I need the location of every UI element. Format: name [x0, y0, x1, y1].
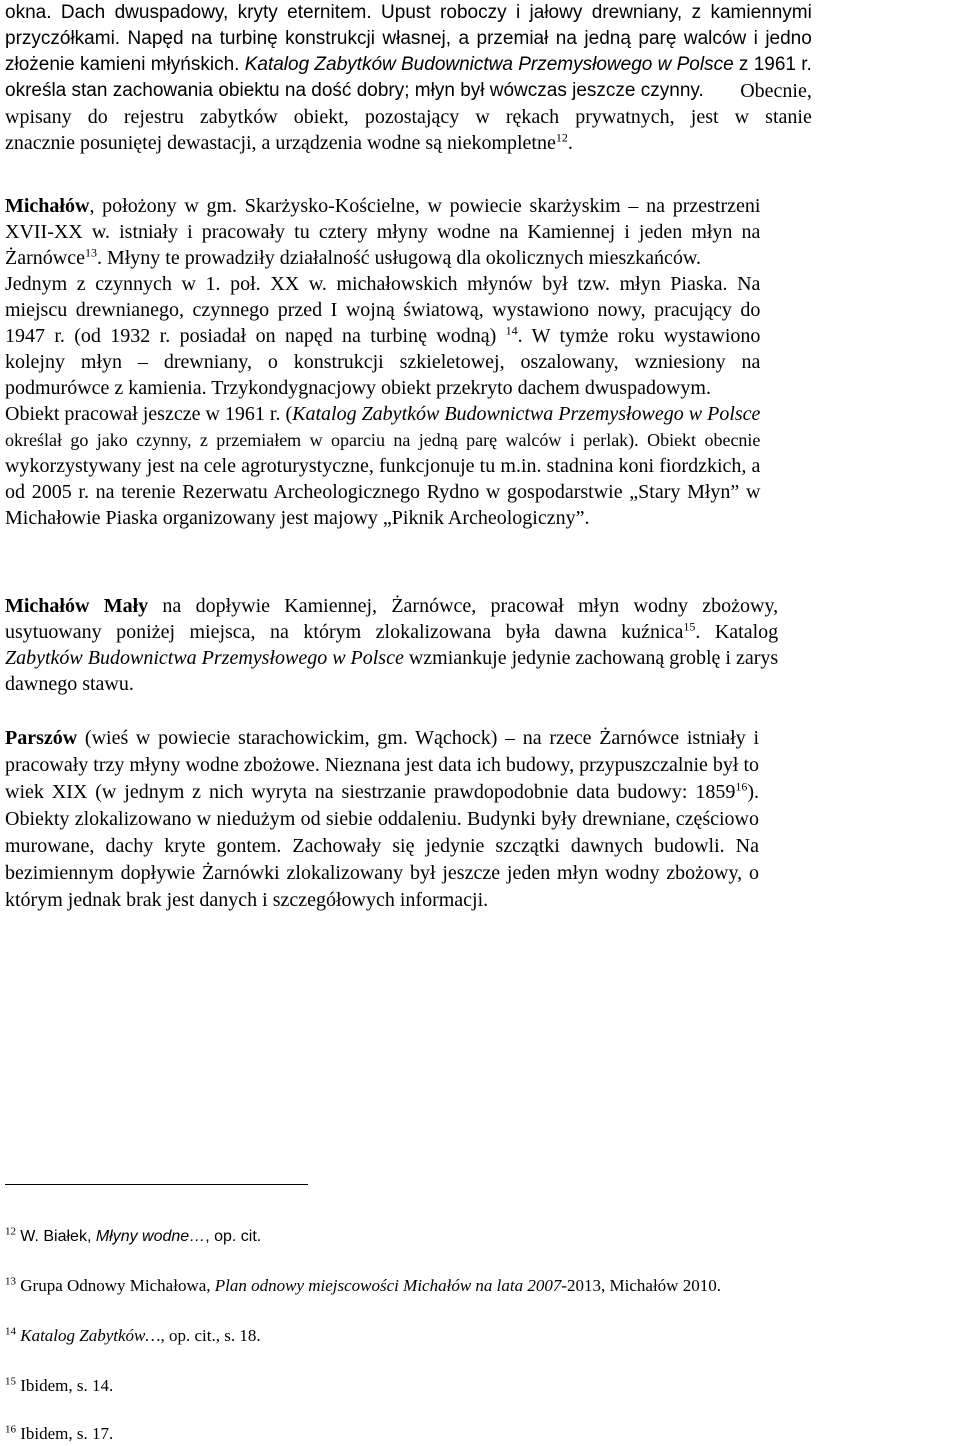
text-span: . Katalog — [695, 621, 779, 643]
text-line: Jednym z czynnych w 1. poł. XX w. michałowskich młynów był tzw. młyn Piaska. Na — [5, 273, 761, 295]
text-line — [5, 323, 760, 349]
text-span: określa stan zachowania obiektu na dość dobry; młyn był wówczas jeszcze czynny. — [5, 80, 704, 101]
footnote-ref[interactable]: 12 — [555, 130, 568, 145]
text-span: Obiekt pracował jeszcze w 1961 r. ( — [5, 403, 293, 425]
text-line: okna. Dach dwuspadowy, kryty eternitem. Upust roboczy i jałowy drewniany, z kamiennymi — [5, 2, 812, 23]
text-line: dawnego stawu. — [5, 673, 134, 695]
footnote-ref[interactable]: 16 — [735, 779, 748, 794]
footnote-number: 12 — [5, 1225, 16, 1238]
text-line: od 2005 r. na terenie Rezerwatu Archeologicznego Rydno w gospodarstwie „Stary Młyn” w — [5, 481, 761, 503]
footnote-ref[interactable]: 13 — [84, 245, 97, 260]
paragraph-michalow-maly — [5, 593, 778, 697]
text-span: usytuowany poniżej miejsca, na którym zlokalizowana była dawna kuźnica — [5, 621, 684, 643]
footnote-number: 15 — [5, 1375, 16, 1388]
text-span: . Młyny te prowadziły działalność usługową dla okolicznych mieszkańców. — [96, 247, 702, 269]
title-italic: Katalog Zabytków… — [20, 1326, 161, 1345]
text-line: wykorzystywany jest na cele agroturystyczne, funkcjonuje tu m.in. stadnina koni fiordzkich, a — [5, 455, 761, 477]
text-line: określał go jako czynny, z przemiałem w oparciu na jedną parę walców i perlak). Obiekt obecnie — [5, 430, 761, 450]
text-span: , op. cit. — [205, 1228, 262, 1245]
place-name-bold: Michałów Mały — [5, 595, 149, 617]
text-span: wiek XIX (w jednym z nich wyryta na siestrzanie prawdopodobnie data budowy: 1859 — [5, 781, 736, 803]
text-span: , położony w gm. Skarżysko-Kościelne, w powiecie skarżyskim – na przestrzeni — [89, 195, 761, 217]
text-span: . — [567, 132, 573, 154]
paragraph-mill-description — [5, 0, 812, 156]
text-span: wzmiankuje jedynie zachowaną groblę i zarys — [403, 647, 779, 669]
place-name-bold: Parszów — [5, 727, 78, 749]
text-line: pracowały trzy młyny wodne zbożowe. Nieznana jest data ich budowy, przypuszczalnie był to — [5, 754, 759, 776]
footnote-number: 14 — [5, 1325, 16, 1338]
text-span: -2013, Michałów 2010. — [561, 1276, 721, 1295]
text-span: W. Białek, — [20, 1228, 96, 1245]
place-name-bold: Michałów — [5, 195, 90, 217]
text-span: znacznie posuniętej dewastacji, a urządzenia wodne są niekompletne — [5, 132, 556, 154]
footnote-15 — [5, 1376, 113, 1396]
text-span: Grupa Odnowy Michałowa, — [20, 1276, 215, 1295]
footnote-separator — [5, 1184, 308, 1185]
text-line — [5, 725, 759, 752]
text-line: wpisany do rejestru zabytków obiekt, pozostający w rękach prywatnych, jest w stanie — [5, 106, 812, 128]
text-span: Ibidem, s. 17. — [20, 1424, 114, 1443]
text-line: bezimiennym dopływie Żarnówki zlokalizowany był jeszcze jeden młyn wodny zbożowy, o — [5, 862, 759, 884]
footnote-14 — [5, 1326, 261, 1346]
text-line — [5, 779, 759, 806]
footnote-number: 16 — [5, 1423, 16, 1436]
text-line — [5, 593, 778, 619]
catalog-title-italic: Katalog Zabytków Budownictwa Przemysłowego w Polsce — [292, 403, 761, 425]
text-line — [5, 78, 812, 104]
text-line — [5, 645, 778, 671]
footnote-12 — [5, 1226, 261, 1247]
text-line — [5, 245, 760, 271]
text-span: Ibidem, s. 14. — [20, 1376, 114, 1395]
text-line: miejscu drewnianego, czynnego przed I wojną światową, wystawiono nowy, pracujący do — [5, 299, 761, 321]
text-span: z 1961 r. — [733, 54, 812, 75]
text-span: Żarnówce — [5, 247, 85, 269]
title-italic: Młyny wodne… — [95, 1228, 206, 1245]
text-span: ). — [747, 781, 759, 803]
text-line: XVII-XX w. istniały i pracowały tu cztery młyny wodne na Kamiennej i jeden młyn na — [5, 221, 761, 243]
text-line: którym jednak brak jest danych i szczegółowych informacji. — [5, 889, 489, 911]
footnote-number: 13 — [5, 1275, 16, 1288]
footnote-16 — [5, 1424, 113, 1444]
text-line — [5, 193, 760, 219]
title-italic: Plan odnowy miejscowości Michałów na lata 2007 — [214, 1276, 562, 1295]
text-line: kolejny młyn – drewniany, o konstrukcji szkieletowej, oszalowany, wzniesiony na — [5, 351, 761, 373]
text-line: podmurówce z kamienia. Trzykondygnacjowy obiekt przekryto dachem dwuspadowym. — [5, 377, 711, 399]
text-span: . W tymże roku wystawiono — [517, 325, 761, 347]
footnote-ref[interactable]: 14 — [505, 323, 518, 338]
text-line: murowane, dachy kryte gontem. Zachowały się jedynie szczątki dawnych budowli. Na — [5, 835, 759, 857]
text-span: złożenie kamieni młyńskich. — [5, 54, 245, 75]
text-line — [5, 619, 778, 645]
text-span: 1947 r. (od 1932 r. posiadał on napęd na turbinę wodną) — [5, 325, 506, 347]
footnote-ref[interactable]: 15 — [683, 619, 696, 634]
text-line: Michałowie Piaska organizowany jest majowy „Piknik Archeologiczny”. — [5, 507, 590, 529]
catalog-title-italic: Katalog Zabytków Budownictwa Przemysłowego w Polsce — [244, 54, 734, 75]
text-span: (wieś w powiecie starachowickim, gm. Wąchock) – na rzece Żarnówce istniały i — [77, 727, 759, 749]
footnote-13 — [5, 1276, 721, 1296]
text-span: , op. cit., s. 18. — [160, 1326, 261, 1345]
text-line: Obiekty zlokalizowano w niedużym od siebie oddaleniu. Budynki były drewniane, częściowo — [5, 808, 759, 830]
text-line: przyczółkami. Napęd na turbinę konstrukcji własnej, a przemiał na jedną parę walców i jedno — [5, 28, 812, 49]
text-span: Obecnie, — [740, 80, 812, 102]
text-span: na dopływie Kamiennej, Żarnówce, pracował młyn wodny zbożowy, — [148, 595, 779, 617]
paragraph-michalow — [5, 193, 760, 531]
paragraph-parszow — [5, 725, 759, 914]
catalog-title-italic: Zabytków Budownictwa Przemysłowego w Polsce — [5, 647, 404, 669]
text-line — [5, 52, 812, 78]
text-line — [5, 130, 812, 156]
text-line — [5, 401, 760, 427]
